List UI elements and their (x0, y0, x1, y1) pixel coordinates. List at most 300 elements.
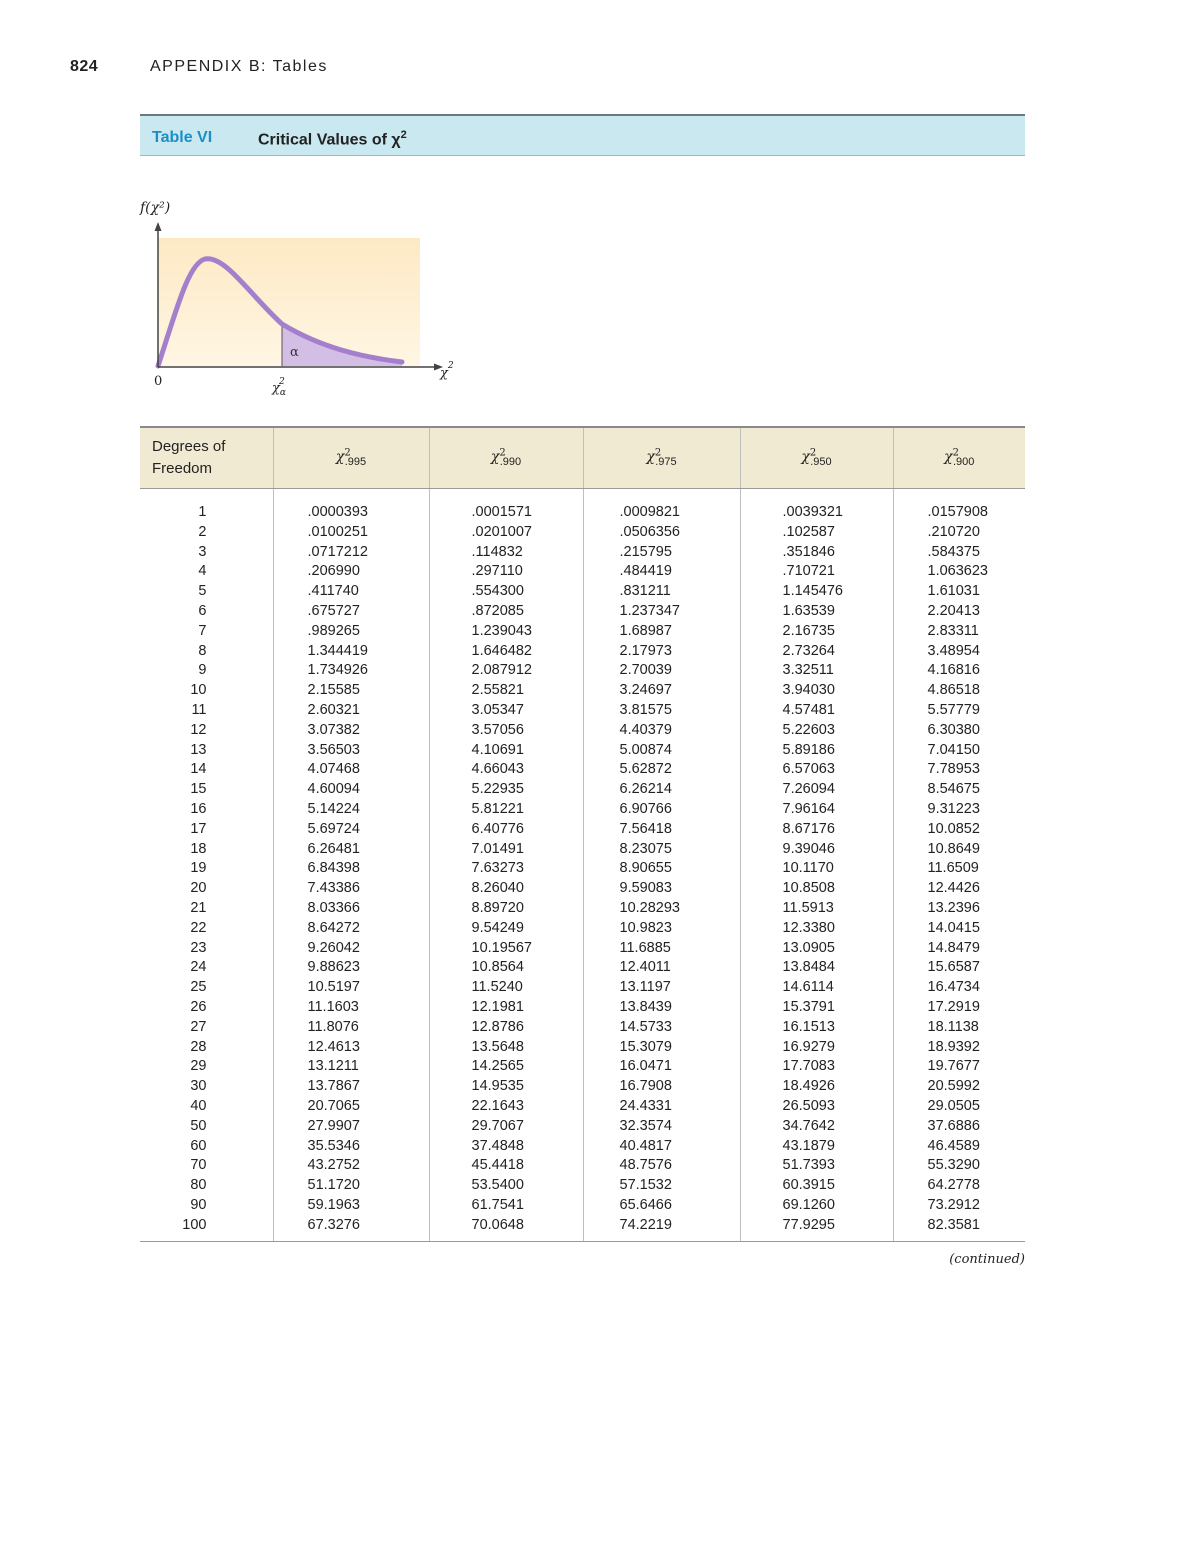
degrees-of-freedom-cell: 28 (190, 1038, 207, 1055)
critical-value-cell: 1.68987 (583, 622, 740, 642)
degrees-of-freedom-header (140, 427, 273, 489)
critical-value-cell: 1.145476 (740, 582, 893, 602)
critical-value-cell: 4.07468 (273, 760, 429, 780)
table-title-text: Critical Values of χ (258, 131, 401, 149)
chi-base: χ (801, 449, 810, 466)
critical-value-cell: 46.4589 (893, 1137, 1025, 1157)
degrees-of-freedom-cell: 2 (198, 523, 207, 540)
degrees-of-freedom-cell: 18 (190, 840, 207, 857)
critical-value-cell: 8.89720 (429, 899, 583, 919)
critical-value-cell: 29.0505 (893, 1097, 1025, 1117)
degrees-of-freedom-cell: 22 (190, 919, 207, 936)
table-row (140, 978, 1025, 998)
critical-value-cell: 10.28293 (583, 899, 740, 919)
table-row (140, 741, 1025, 761)
degrees-of-freedom-cell: 23 (190, 939, 207, 956)
table-row (140, 562, 1025, 582)
table-row (140, 1196, 1025, 1216)
critical-value-cell: 4.10691 (429, 741, 583, 761)
critical-value-cell: 18.4926 (740, 1077, 893, 1097)
table-row (140, 1077, 1025, 1097)
chi-header-900 (893, 427, 1025, 489)
degrees-of-freedom-cell: 6 (198, 602, 207, 619)
critical-value-cell: 10.8508 (740, 879, 893, 899)
page-number: 824 (70, 58, 99, 75)
chi-sub: .975 (655, 456, 677, 469)
degrees-of-freedom-cell: 29 (190, 1058, 207, 1075)
critical-value-cell: .0100251 (273, 523, 429, 543)
table-row (140, 489, 1025, 523)
chi-symbol (944, 447, 975, 469)
critical-value-cell: 5.69724 (273, 820, 429, 840)
critical-value-cell: 6.40776 (429, 820, 583, 840)
critical-value-cell: 3.56503 (273, 741, 429, 761)
chi-sub: .995 (344, 456, 367, 469)
critical-value-cell: 16.4734 (893, 978, 1025, 998)
x-axis-label (439, 361, 454, 381)
critical-value-cell: .989265 (273, 622, 429, 642)
critical-value-cell: 7.04150 (893, 741, 1025, 761)
critical-value-cell: 5.89186 (740, 741, 893, 761)
table-row (140, 1117, 1025, 1137)
table-title-sup: 2 (400, 129, 407, 141)
critical-value-cell: 18.1138 (893, 1018, 1025, 1038)
critical-value-sub: α (279, 388, 286, 398)
critical-value-cell: 14.2565 (429, 1057, 583, 1077)
chi-header-975 (583, 427, 740, 489)
critical-value-cell: 3.24697 (583, 681, 740, 701)
critical-value-cell: 2.70039 (583, 661, 740, 681)
table-row (140, 622, 1025, 642)
degrees-of-freedom-cell: 19 (190, 860, 207, 877)
chi-square-distribution-figure (130, 195, 490, 405)
critical-value-cell: 9.54249 (429, 919, 583, 939)
critical-value-cell: .0157908 (893, 489, 1025, 523)
chi-sup: 2 (344, 447, 351, 459)
chi-symbol (335, 447, 367, 469)
table-row (140, 1057, 1025, 1077)
critical-value-cell: 12.3380 (740, 919, 893, 939)
table-row (140, 1038, 1025, 1058)
degrees-of-freedom-cell: 20 (190, 880, 207, 897)
critical-value-cell: 35.5346 (273, 1137, 429, 1157)
chi-sup: 2 (654, 447, 662, 459)
critical-value-cell: 2.15585 (273, 681, 429, 701)
critical-value-cell: 6.26214 (583, 780, 740, 800)
table-header-row (140, 427, 1025, 489)
critical-value-cell: 3.81575 (583, 701, 740, 721)
degrees-of-freedom-cell: 8 (198, 642, 207, 659)
critical-value-cell: 14.8479 (893, 939, 1025, 959)
critical-value-cell: 5.22603 (740, 721, 893, 741)
table-row (140, 1137, 1025, 1157)
table-row (140, 899, 1025, 919)
table-row (140, 582, 1025, 602)
critical-value-cell: 9.31223 (893, 800, 1025, 820)
chi-sub: .990 (499, 456, 522, 469)
critical-value-cell: 13.8439 (583, 998, 740, 1018)
critical-value-cell: 12.4011 (583, 958, 740, 978)
degrees-of-freedom-cell: 12 (190, 721, 207, 738)
critical-value-cell: 8.67176 (740, 820, 893, 840)
y-axis-label: f(χ²) (140, 200, 171, 216)
table-label: Table VI (152, 129, 213, 146)
critical-value-cell: 12.1981 (429, 998, 583, 1018)
critical-value-cell: 19.7677 (893, 1057, 1025, 1077)
critical-value-cell: 16.9279 (740, 1038, 893, 1058)
critical-value-cell: 5.62872 (583, 760, 740, 780)
chi-sub: .950 (810, 456, 832, 469)
table-row (140, 800, 1025, 820)
critical-value-cell: 4.66043 (429, 760, 583, 780)
critical-value-cell: 8.26040 (429, 879, 583, 899)
critical-value-cell: 18.9392 (893, 1038, 1025, 1058)
running-head: APPENDIX B: Tables (150, 58, 328, 75)
table-row (140, 721, 1025, 741)
critical-value-cell: 2.16735 (740, 622, 893, 642)
critical-value-cell: 16.7908 (583, 1077, 740, 1097)
critical-value-cell: 3.32511 (740, 661, 893, 681)
degrees-of-freedom-cell: 16 (190, 800, 207, 817)
degrees-of-freedom-cell: 9 (198, 662, 207, 679)
degrees-of-freedom-cell: 3 (198, 543, 207, 560)
critical-value-cell: 3.57056 (429, 721, 583, 741)
critical-value-cell: 9.26042 (273, 939, 429, 959)
critical-value-cell: 43.1879 (740, 1137, 893, 1157)
critical-value-cell: 7.43386 (273, 879, 429, 899)
critical-value-cell: 37.6886 (893, 1117, 1025, 1137)
critical-value-cell: 6.26481 (273, 840, 429, 860)
degrees-of-freedom-cell: 60 (190, 1137, 207, 1154)
critical-value-cell: 3.94030 (740, 681, 893, 701)
table-row (140, 840, 1025, 860)
critical-value-cell: .215795 (583, 543, 740, 563)
critical-value-cell: 5.57779 (893, 701, 1025, 721)
table-row (140, 859, 1025, 879)
critical-value-cell: 27.9907 (273, 1117, 429, 1137)
degrees-of-freedom-cell: 27 (190, 1018, 207, 1035)
critical-value-cell: 10.19567 (429, 939, 583, 959)
critical-value-cell: 24.4331 (583, 1097, 740, 1117)
critical-value-cell: 3.07382 (273, 721, 429, 741)
alpha-label: α (290, 345, 299, 360)
critical-value-cell: 17.7083 (740, 1057, 893, 1077)
critical-value-cell: 6.84398 (273, 859, 429, 879)
table-row (140, 760, 1025, 780)
critical-value-cell: 45.4418 (429, 1156, 583, 1176)
critical-value-cell: 9.59083 (583, 879, 740, 899)
degrees-of-freedom-cell: 26 (190, 998, 207, 1015)
table-row (140, 1018, 1025, 1038)
critical-value-cell: 2.17973 (583, 642, 740, 662)
critical-value-cell: 10.5197 (273, 978, 429, 998)
critical-value-cell: .351846 (740, 543, 893, 563)
critical-value-cell: 1.063623 (893, 562, 1025, 582)
critical-value-cell: .584375 (893, 543, 1025, 563)
critical-value-cell: 48.7576 (583, 1156, 740, 1176)
table-row (140, 543, 1025, 563)
critical-value-cell: 82.3581 (893, 1216, 1025, 1242)
critical-value-cell: 12.8786 (429, 1018, 583, 1038)
chi-base: χ (335, 449, 345, 466)
chi-base: χ (490, 449, 500, 466)
critical-value-cell: 15.3791 (740, 998, 893, 1018)
critical-value-cell: 3.05347 (429, 701, 583, 721)
degrees-of-freedom-cell: 40 (190, 1097, 207, 1114)
critical-value-cell: 51.7393 (740, 1156, 893, 1176)
critical-value-cell: .411740 (273, 582, 429, 602)
critical-value-cell: 14.5733 (583, 1018, 740, 1038)
continued-note: (continued) (949, 1252, 1025, 1267)
table-body (140, 489, 1025, 1242)
degrees-of-freedom-cell: 1 (198, 504, 207, 520)
critical-value-cell: 67.3276 (273, 1216, 429, 1242)
critical-value-cell: 1.646482 (429, 642, 583, 662)
critical-value-cell: 11.1603 (273, 998, 429, 1018)
degrees-of-freedom-cell: 10 (190, 682, 207, 699)
critical-value-cell: 1.63539 (740, 602, 893, 622)
degrees-of-freedom-cell: 13 (190, 741, 207, 758)
critical-value-cell: 14.0415 (893, 919, 1025, 939)
table-row (140, 1097, 1025, 1117)
degrees-of-freedom-cell: 15 (190, 781, 207, 798)
critical-value-cell: .0001571 (429, 489, 583, 523)
critical-value-cell: 55.3290 (893, 1156, 1025, 1176)
critical-value-cell: 8.54675 (893, 780, 1025, 800)
critical-value-cell: 10.8564 (429, 958, 583, 978)
degrees-of-freedom-cell: 24 (190, 959, 207, 976)
critical-value-cell: 10.0852 (893, 820, 1025, 840)
critical-value-cell: 4.40379 (583, 721, 740, 741)
critical-value-cell: 29.7067 (429, 1117, 583, 1137)
critical-value-cell: 61.7541 (429, 1196, 583, 1216)
critical-value-cell: 13.5648 (429, 1038, 583, 1058)
critical-value-cell: 12.4426 (893, 879, 1025, 899)
critical-value-cell: 3.48954 (893, 642, 1025, 662)
critical-value-cell: .710721 (740, 562, 893, 582)
origin-label: 0 (154, 374, 163, 389)
critical-value-cell: 2.087912 (429, 661, 583, 681)
critical-value-cell: 8.03366 (273, 899, 429, 919)
critical-value-cell: 7.96164 (740, 800, 893, 820)
table-row (140, 701, 1025, 721)
critical-value-cell: 13.2396 (893, 899, 1025, 919)
table-row (140, 602, 1025, 622)
critical-value-cell: .872085 (429, 602, 583, 622)
critical-value-cell: 11.8076 (273, 1018, 429, 1038)
stub-header-line2: Freedom (152, 460, 213, 477)
table-row (140, 1156, 1025, 1176)
critical-value-cell: 13.1197 (583, 978, 740, 998)
critical-value-cell: 5.14224 (273, 800, 429, 820)
critical-value-cell: 73.2912 (893, 1196, 1025, 1216)
chi-symbol (801, 447, 832, 469)
chi-sup: 2 (952, 447, 959, 459)
critical-value-cell: 1.61031 (893, 582, 1025, 602)
critical-value-cell: 2.83311 (893, 622, 1025, 642)
table-row (140, 642, 1025, 662)
degrees-of-freedom-cell: 50 (190, 1117, 207, 1134)
chi-sub: .900 (952, 456, 975, 469)
table-title-bar (140, 114, 1025, 156)
critical-value-cell: 32.3574 (583, 1117, 740, 1137)
critical-value-cell: 59.1963 (273, 1196, 429, 1216)
critical-value-cell: 2.60321 (273, 701, 429, 721)
table-row (140, 780, 1025, 800)
table-row (140, 1176, 1025, 1196)
critical-value-cell: 9.88623 (273, 958, 429, 978)
table-row (140, 939, 1025, 959)
chi-base: χ (646, 449, 655, 466)
critical-value-cell: .102587 (740, 523, 893, 543)
critical-value-cell: 11.5913 (740, 899, 893, 919)
critical-value-cell: 1.344419 (273, 642, 429, 662)
critical-value-cell: 13.8484 (740, 958, 893, 978)
critical-value-cell: 12.4613 (273, 1038, 429, 1058)
critical-value-cell: 13.7867 (273, 1077, 429, 1097)
critical-value-cell: 64.2778 (893, 1176, 1025, 1196)
critical-value-cell: 65.6466 (583, 1196, 740, 1216)
critical-value-cell: 20.5992 (893, 1077, 1025, 1097)
critical-value-cell: 2.73264 (740, 642, 893, 662)
critical-value-cell: 15.3079 (583, 1038, 740, 1058)
critical-value-cell: 7.56418 (583, 820, 740, 840)
degrees-of-freedom-cell: 14 (190, 761, 207, 778)
chi-symbol (646, 447, 677, 469)
chi-header-950 (740, 427, 893, 489)
critical-value-cell: .0506356 (583, 523, 740, 543)
critical-value-cell: 6.30380 (893, 721, 1025, 741)
critical-value-cell: 69.1260 (740, 1196, 893, 1216)
table-row (140, 681, 1025, 701)
chi-header-990 (429, 427, 583, 489)
degrees-of-freedom-cell: 70 (190, 1157, 207, 1174)
critical-value-cell: 9.39046 (740, 840, 893, 860)
critical-value-cell: 8.23075 (583, 840, 740, 860)
table-title (258, 129, 407, 149)
degrees-of-freedom-cell: 4 (198, 563, 207, 580)
critical-value-cell: 4.60094 (273, 780, 429, 800)
critical-values-table (140, 426, 1025, 1242)
critical-value-cell: 10.1170 (740, 859, 893, 879)
table-row (140, 1216, 1025, 1242)
critical-value-cell: 70.0648 (429, 1216, 583, 1242)
degrees-of-freedom-cell: 11 (191, 701, 207, 718)
critical-value-cell: 34.7642 (740, 1117, 893, 1137)
critical-value-cell: 60.3915 (740, 1176, 893, 1196)
critical-value-cell: 5.81221 (429, 800, 583, 820)
degrees-of-freedom-cell: 25 (190, 979, 207, 996)
x-axis-sup: 2 (447, 361, 454, 371)
critical-value-cell: 4.86518 (893, 681, 1025, 701)
critical-value-cell: .484419 (583, 562, 740, 582)
table-row (140, 661, 1025, 681)
critical-value-cell: .0717212 (273, 543, 429, 563)
degrees-of-freedom-cell: 80 (190, 1177, 207, 1194)
critical-value-cell: .206990 (273, 562, 429, 582)
critical-value-cell: 1.239043 (429, 622, 583, 642)
critical-value-cell: 20.7065 (273, 1097, 429, 1117)
critical-value-cell: 5.00874 (583, 741, 740, 761)
critical-value-cell: .114832 (429, 543, 583, 563)
critical-value-cell: 53.5400 (429, 1176, 583, 1196)
critical-value-chi: χ (272, 381, 280, 396)
critical-value-cell: 5.22935 (429, 780, 583, 800)
critical-value-cell: .0201007 (429, 523, 583, 543)
chi-sup: 2 (499, 447, 506, 459)
critical-value-cell: 16.1513 (740, 1018, 893, 1038)
critical-value-cell: .0039321 (740, 489, 893, 523)
critical-value-cell: 14.9535 (429, 1077, 583, 1097)
critical-value-cell: 40.4817 (583, 1137, 740, 1157)
critical-value-cell: 10.8649 (893, 840, 1025, 860)
critical-value-cell: 13.0905 (740, 939, 893, 959)
critical-value-cell: 2.20413 (893, 602, 1025, 622)
critical-value-cell: 11.5240 (429, 978, 583, 998)
critical-value-cell: 11.6509 (893, 859, 1025, 879)
chi-symbol (490, 447, 522, 469)
degrees-of-freedom-cell: 90 (190, 1196, 207, 1213)
critical-value-cell: 7.01491 (429, 840, 583, 860)
degrees-of-freedom-cell: 5 (198, 583, 207, 600)
critical-value-sup: 2 (278, 377, 285, 387)
critical-value-cell: 26.5093 (740, 1097, 893, 1117)
critical-value-cell: 37.4848 (429, 1137, 583, 1157)
degrees-of-freedom-cell: 30 (190, 1078, 207, 1095)
critical-value-cell: 1.734926 (273, 661, 429, 681)
critical-value-cell: 8.90655 (583, 859, 740, 879)
table-row (140, 879, 1025, 899)
critical-value-cell: .831211 (583, 582, 740, 602)
critical-value-cell: 51.1720 (273, 1176, 429, 1196)
stub-header-line1: Degrees of (152, 438, 226, 455)
critical-value-cell: 8.64272 (273, 919, 429, 939)
degrees-of-freedom-cell: 7 (198, 622, 207, 639)
critical-value-cell: 14.6114 (740, 978, 893, 998)
critical-value-cell: 6.90766 (583, 800, 740, 820)
critical-value-cell: 2.55821 (429, 681, 583, 701)
critical-value-cell: .0009821 (583, 489, 740, 523)
table-row (140, 958, 1025, 978)
table-row (140, 820, 1025, 840)
critical-value-cell: 7.63273 (429, 859, 583, 879)
y-axis-arrow (155, 222, 162, 231)
critical-value-cell: 57.1532 (583, 1176, 740, 1196)
critical-value-cell: .675727 (273, 602, 429, 622)
critical-value-cell: 11.6885 (583, 939, 740, 959)
critical-value-cell: .554300 (429, 582, 583, 602)
degrees-of-freedom-cell: 17 (190, 820, 207, 837)
table-row (140, 998, 1025, 1018)
critical-value-cell: .297110 (429, 562, 583, 582)
critical-value-cell: 4.16816 (893, 661, 1025, 681)
critical-value-cell: .0000393 (273, 489, 429, 523)
table-row (140, 919, 1025, 939)
chi-sup: 2 (809, 447, 817, 459)
critical-value-cell: 74.2219 (583, 1216, 740, 1242)
critical-value-cell: .210720 (893, 523, 1025, 543)
x-axis-chi: χ (440, 366, 448, 381)
critical-value-cell: 77.9295 (740, 1216, 893, 1242)
chi-header-995 (273, 427, 429, 489)
degrees-of-freedom-cell: 100 (140, 1216, 273, 1242)
critical-value-cell: 16.0471 (583, 1057, 740, 1077)
critical-value-cell: 7.26094 (740, 780, 893, 800)
critical-value-cell: 17.2919 (893, 998, 1025, 1018)
critical-value-label (271, 377, 286, 398)
chi-base: χ (944, 449, 953, 466)
critical-value-cell: 15.6587 (893, 958, 1025, 978)
